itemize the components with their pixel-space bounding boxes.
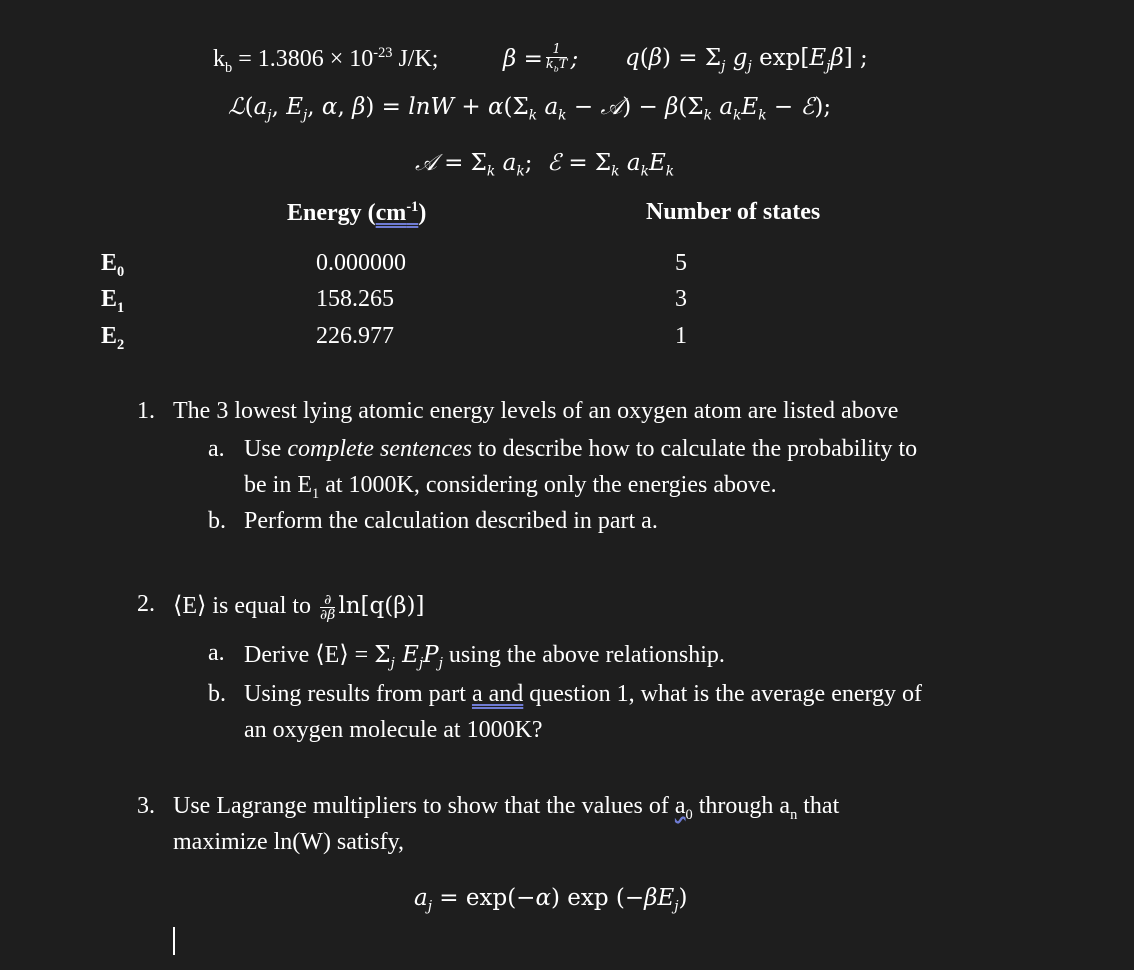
question-3-text: Use Lagrange multipliers to show that the values of $a_0$ through $a_n$ that bbox=[173, 793, 840, 823]
text-cursor bbox=[173, 927, 175, 955]
energy-column-header: Energy $(cm^{-1})$ bbox=[287, 199, 427, 226]
table-row-states: 3 bbox=[675, 286, 687, 312]
constraint-equation: 𝒜 = $\Sigma_k$ $a_k$; ℰ = $\Sigma_k$ $a_kE_k$ bbox=[415, 150, 675, 180]
states-column-header: Number of states bbox=[646, 199, 821, 225]
table-row-energy: 158.265 bbox=[316, 286, 394, 312]
kb-value: $k_b = 1.3806 \times 10^{-23}$ J/K; bbox=[213, 45, 439, 76]
question-2b-text: Using results from part a and question 1, what is the average energy of bbox=[244, 681, 923, 707]
kb-equation bbox=[213, 45, 438, 77]
partition-function-equation: $q(\beta) = \Sigma_j$ $g_j$ $\exp[E_j\beta]$ ; bbox=[625, 45, 868, 75]
question-1b-label: b. bbox=[208, 508, 226, 534]
question-2b-text-cont: an oxygen molecule at 1000K? bbox=[244, 717, 543, 743]
table-row-label: $E_2$ bbox=[101, 323, 125, 353]
question-3-result-equation: $a_j = \exp(-\alpha)$ $\exp (-\beta E_j)$ bbox=[414, 885, 688, 915]
question-1a-label: a. bbox=[208, 436, 225, 462]
question-3-number: 3. bbox=[137, 793, 155, 819]
question-1-text: The 3 lowest lying atomic energy levels of an oxygen atom are listed above bbox=[173, 398, 899, 424]
table-row-states: 5 bbox=[675, 250, 687, 276]
table-row-label: $E_0$ bbox=[101, 250, 125, 280]
question-2b-label: b. bbox=[208, 681, 226, 707]
lagrangian-equation: $ℒ(a_j$, $E_j$, α, $\beta) = \ln W + \alpha(\Sigma_k$ $a_k$ − 𝒜) − $\beta(\Sigma_k$ $a_kE_k$ − ℰ); bbox=[228, 94, 832, 124]
question-1-number: 1. bbox=[137, 398, 155, 424]
question-2-text: ⟨E⟩ is equal to $\frac{\partial}{\partial\beta}$ ln[q(β)] bbox=[173, 591, 425, 623]
question-1a-text-cont: be in $E_1$ at 1000K, considering only the energies above. bbox=[244, 472, 777, 502]
table-row-energy: 226.977 bbox=[316, 323, 394, 349]
table-row-label: $E_1$ bbox=[101, 286, 125, 316]
question-2-number: 2. bbox=[137, 591, 155, 617]
question-2a-text: Derive ⟨E⟩ = $\Sigma_j$ $E_jP_j$ using the above relationship. bbox=[244, 642, 725, 672]
question-3-text-cont: maximize ln(W) satisfy, bbox=[173, 829, 405, 855]
beta-equation: β = $\frac{1}{k_bT}$ ; bbox=[503, 42, 579, 74]
question-2a-label: a. bbox=[208, 640, 225, 666]
question-1b-text: Perform the calculation described in part a. bbox=[244, 508, 658, 534]
table-row-states: 1 bbox=[675, 323, 687, 349]
table-row-energy: 0.000000 bbox=[316, 250, 406, 276]
question-1a-text: Use complete sentences to describe how to calculate the probability to bbox=[244, 436, 918, 462]
